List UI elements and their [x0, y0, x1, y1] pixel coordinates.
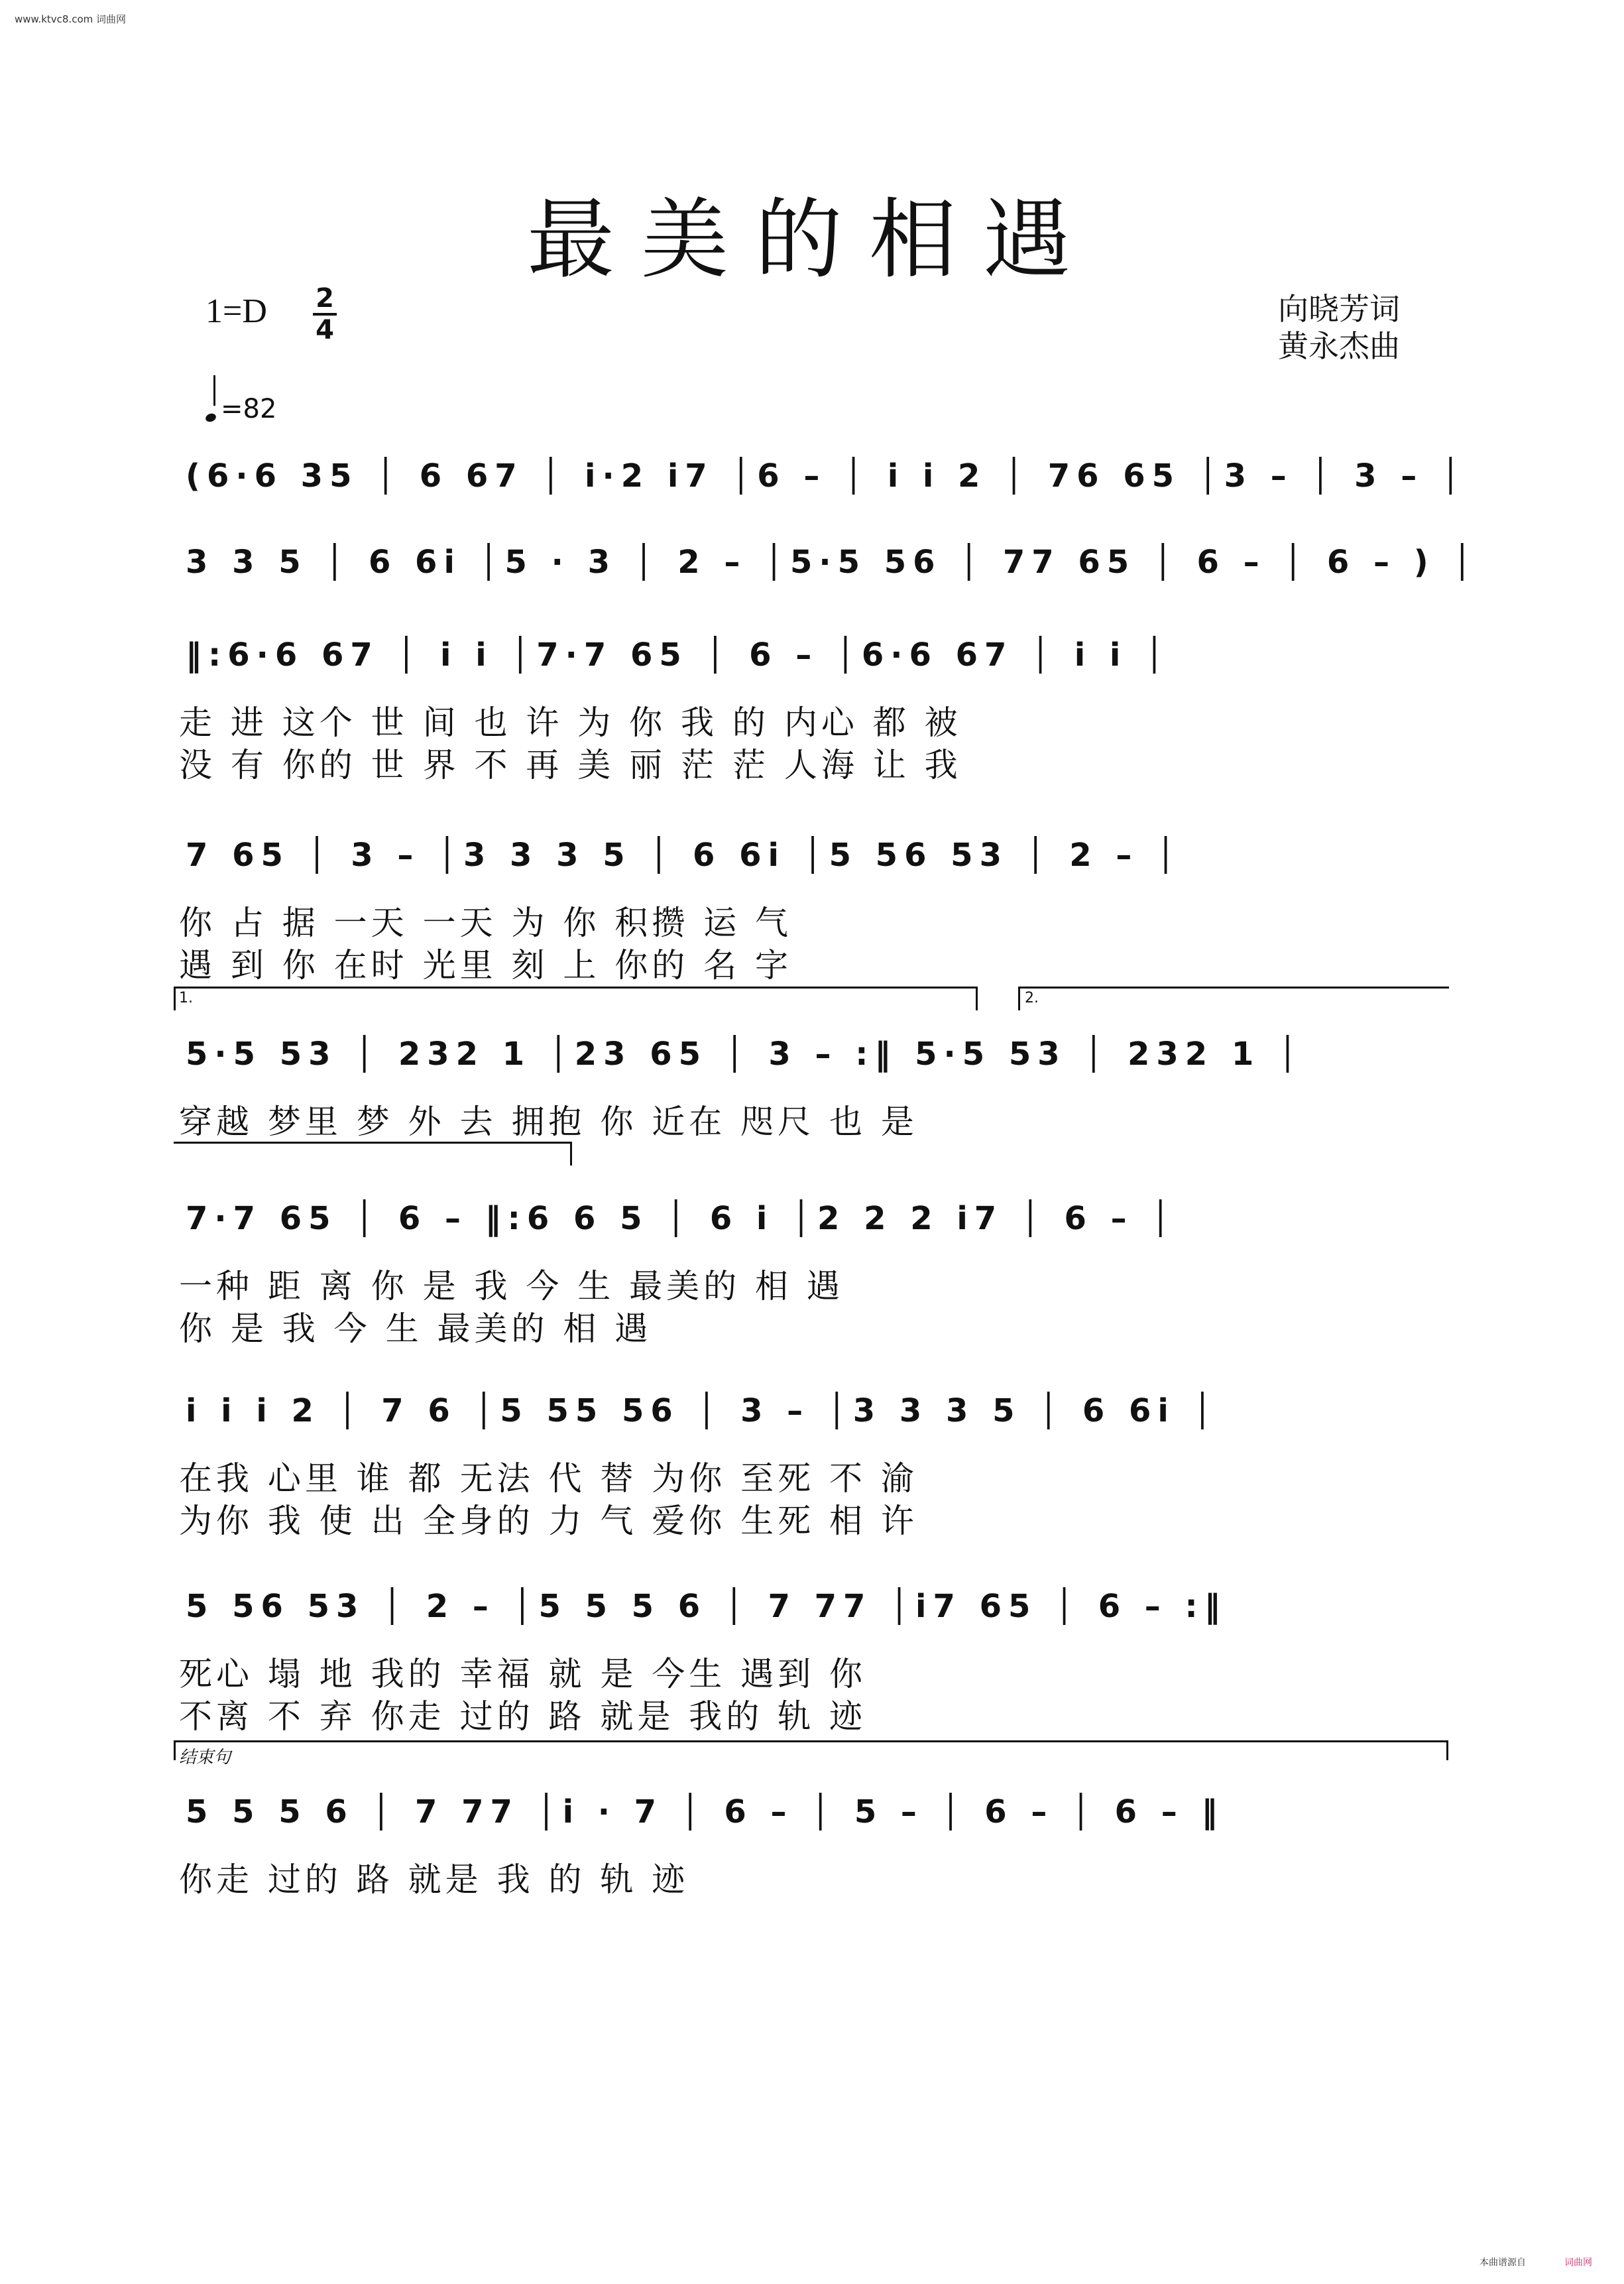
- composer: 黄永杰曲: [1278, 328, 1400, 364]
- notation-row-7: i i i 2 │ 7 6 │5 55 56 │ 3 – │3 3 3 5 │ 6 6i │: [186, 1392, 1219, 1429]
- lyricist: 向晓芳词: [1278, 291, 1400, 327]
- notation-row-6: 7·7 65 │ 6 – ‖:6 6 5 │ 6 i │2 2 2 i7 │ 6 – │: [186, 1200, 1177, 1237]
- lyric-row-8-verse-1: 死心 塌 地 我的 幸福 就 是 今生 遇到 你: [179, 1655, 867, 1693]
- footer-text: 本曲谱源自: [1479, 2257, 1526, 2268]
- lyric-row-4-verse-1: 你 占 据 一天 一天 为 你 积攒 运 气: [179, 904, 793, 942]
- quarter-note-icon: [204, 412, 217, 424]
- lyric-row-7-verse-1: 在我 心里 谁 都 无法 代 替 为你 至死 不 渝: [179, 1459, 918, 1498]
- coda-label: 结束句: [179, 1748, 231, 1768]
- notation-row-1: (6·6 35 │ 6 67 │ i·2 i7 │6 – │ i i 2 │ 76 65 │3 – │ 3 – │: [186, 457, 1467, 495]
- coda-right: [1446, 1740, 1448, 1760]
- notation-row-9: 5 5 5 6 │ 7 77 │i · 7 │ 6 – │ 5 – │ 6 – │ 6 – ‖: [186, 1793, 1224, 1831]
- lyric-row-5-verse-1: 穿越 梦里 梦 外 去 拥抱 你 近在 咫尺 也 是: [179, 1103, 918, 1141]
- notation-row-2: 3 3 5 │ 6 6i │5 · 3 │ 2 – │5·5 56 │ 77 65 │ 6 – │ 6 – ) │: [186, 544, 1479, 581]
- volta-1-left: [174, 987, 176, 1010]
- lyric-row-3-verse-1: 走 进 这个 世 间 也 许 为 你 我 的 内心 都 被: [179, 703, 962, 742]
- lyric-row-9-verse-1: 你走 过的 路 就是 我 的 轨 迹: [179, 1860, 689, 1899]
- coda-line: [174, 1740, 1448, 1742]
- lyric-row-8-verse-2: 不离 不 弃 你走 过的 路 就是 我的 轨 迹: [179, 1697, 867, 1736]
- time-signature-top: 2: [316, 283, 334, 314]
- footer-brand: 词曲网: [1564, 2257, 1592, 2268]
- volta-2-end: [570, 1142, 572, 1166]
- volta-1-line: [174, 987, 977, 989]
- key-signature: 1=D: [205, 292, 267, 330]
- tempo-value: =82: [221, 394, 277, 424]
- volta-2-line: [1018, 987, 1449, 989]
- volta-2-label: 2.: [1025, 990, 1039, 1006]
- volta-2-left: [1018, 987, 1020, 1010]
- volta-1-right: [976, 987, 978, 1010]
- volta-1-label: 1.: [179, 990, 193, 1006]
- tempo-marking: [205, 387, 276, 424]
- notation-row-4: 7 65 │ 3 – │3 3 3 5 │ 6 6i │5 56 53 │ 2 – │: [186, 837, 1183, 874]
- notation-row-8: 5 56 53 │ 2 – │5 5 5 6 │ 7 77 │i7 65 │ 6 – :‖: [186, 1588, 1227, 1625]
- time-signature-bottom: 4: [316, 315, 334, 345]
- time-signature: [312, 284, 338, 345]
- notation-row-3: ‖:6·6 67 │ i i │7·7 65 │ 6 – │6·6 67 │ i i │: [186, 636, 1171, 674]
- lyric-row-3-verse-2: 没 有 你的 世 界 不 再 美 丽 茫 茫 人海 让 我: [179, 746, 962, 784]
- volta-2-continuation: [174, 1142, 571, 1144]
- lyric-row-4-verse-2: 遇 到 你 在时 光里 刻 上 你的 名 字: [179, 946, 793, 985]
- lyric-row-6-verse-1: 一种 距 离 你 是 我 今 生 最美的 相 遇: [179, 1267, 844, 1305]
- lyric-row-7-verse-2: 为你 我 使 出 全身的 力 气 爱你 生死 相 许: [179, 1502, 918, 1540]
- notation-row-5: 5·5 53 │ 232 1 │23 65 │ 3 – :‖ 5·5 53 │ 232 1 │: [186, 1036, 1304, 1073]
- coda-left: [174, 1740, 176, 1760]
- credits: [1278, 290, 1400, 365]
- lyric-row-6-verse-2: 你 是 我 今 生 最美的 相 遇: [179, 1309, 652, 1348]
- site-watermark: www.ktvc8.com 词曲网: [15, 13, 127, 25]
- song-title: 最美的相遇: [527, 189, 1097, 291]
